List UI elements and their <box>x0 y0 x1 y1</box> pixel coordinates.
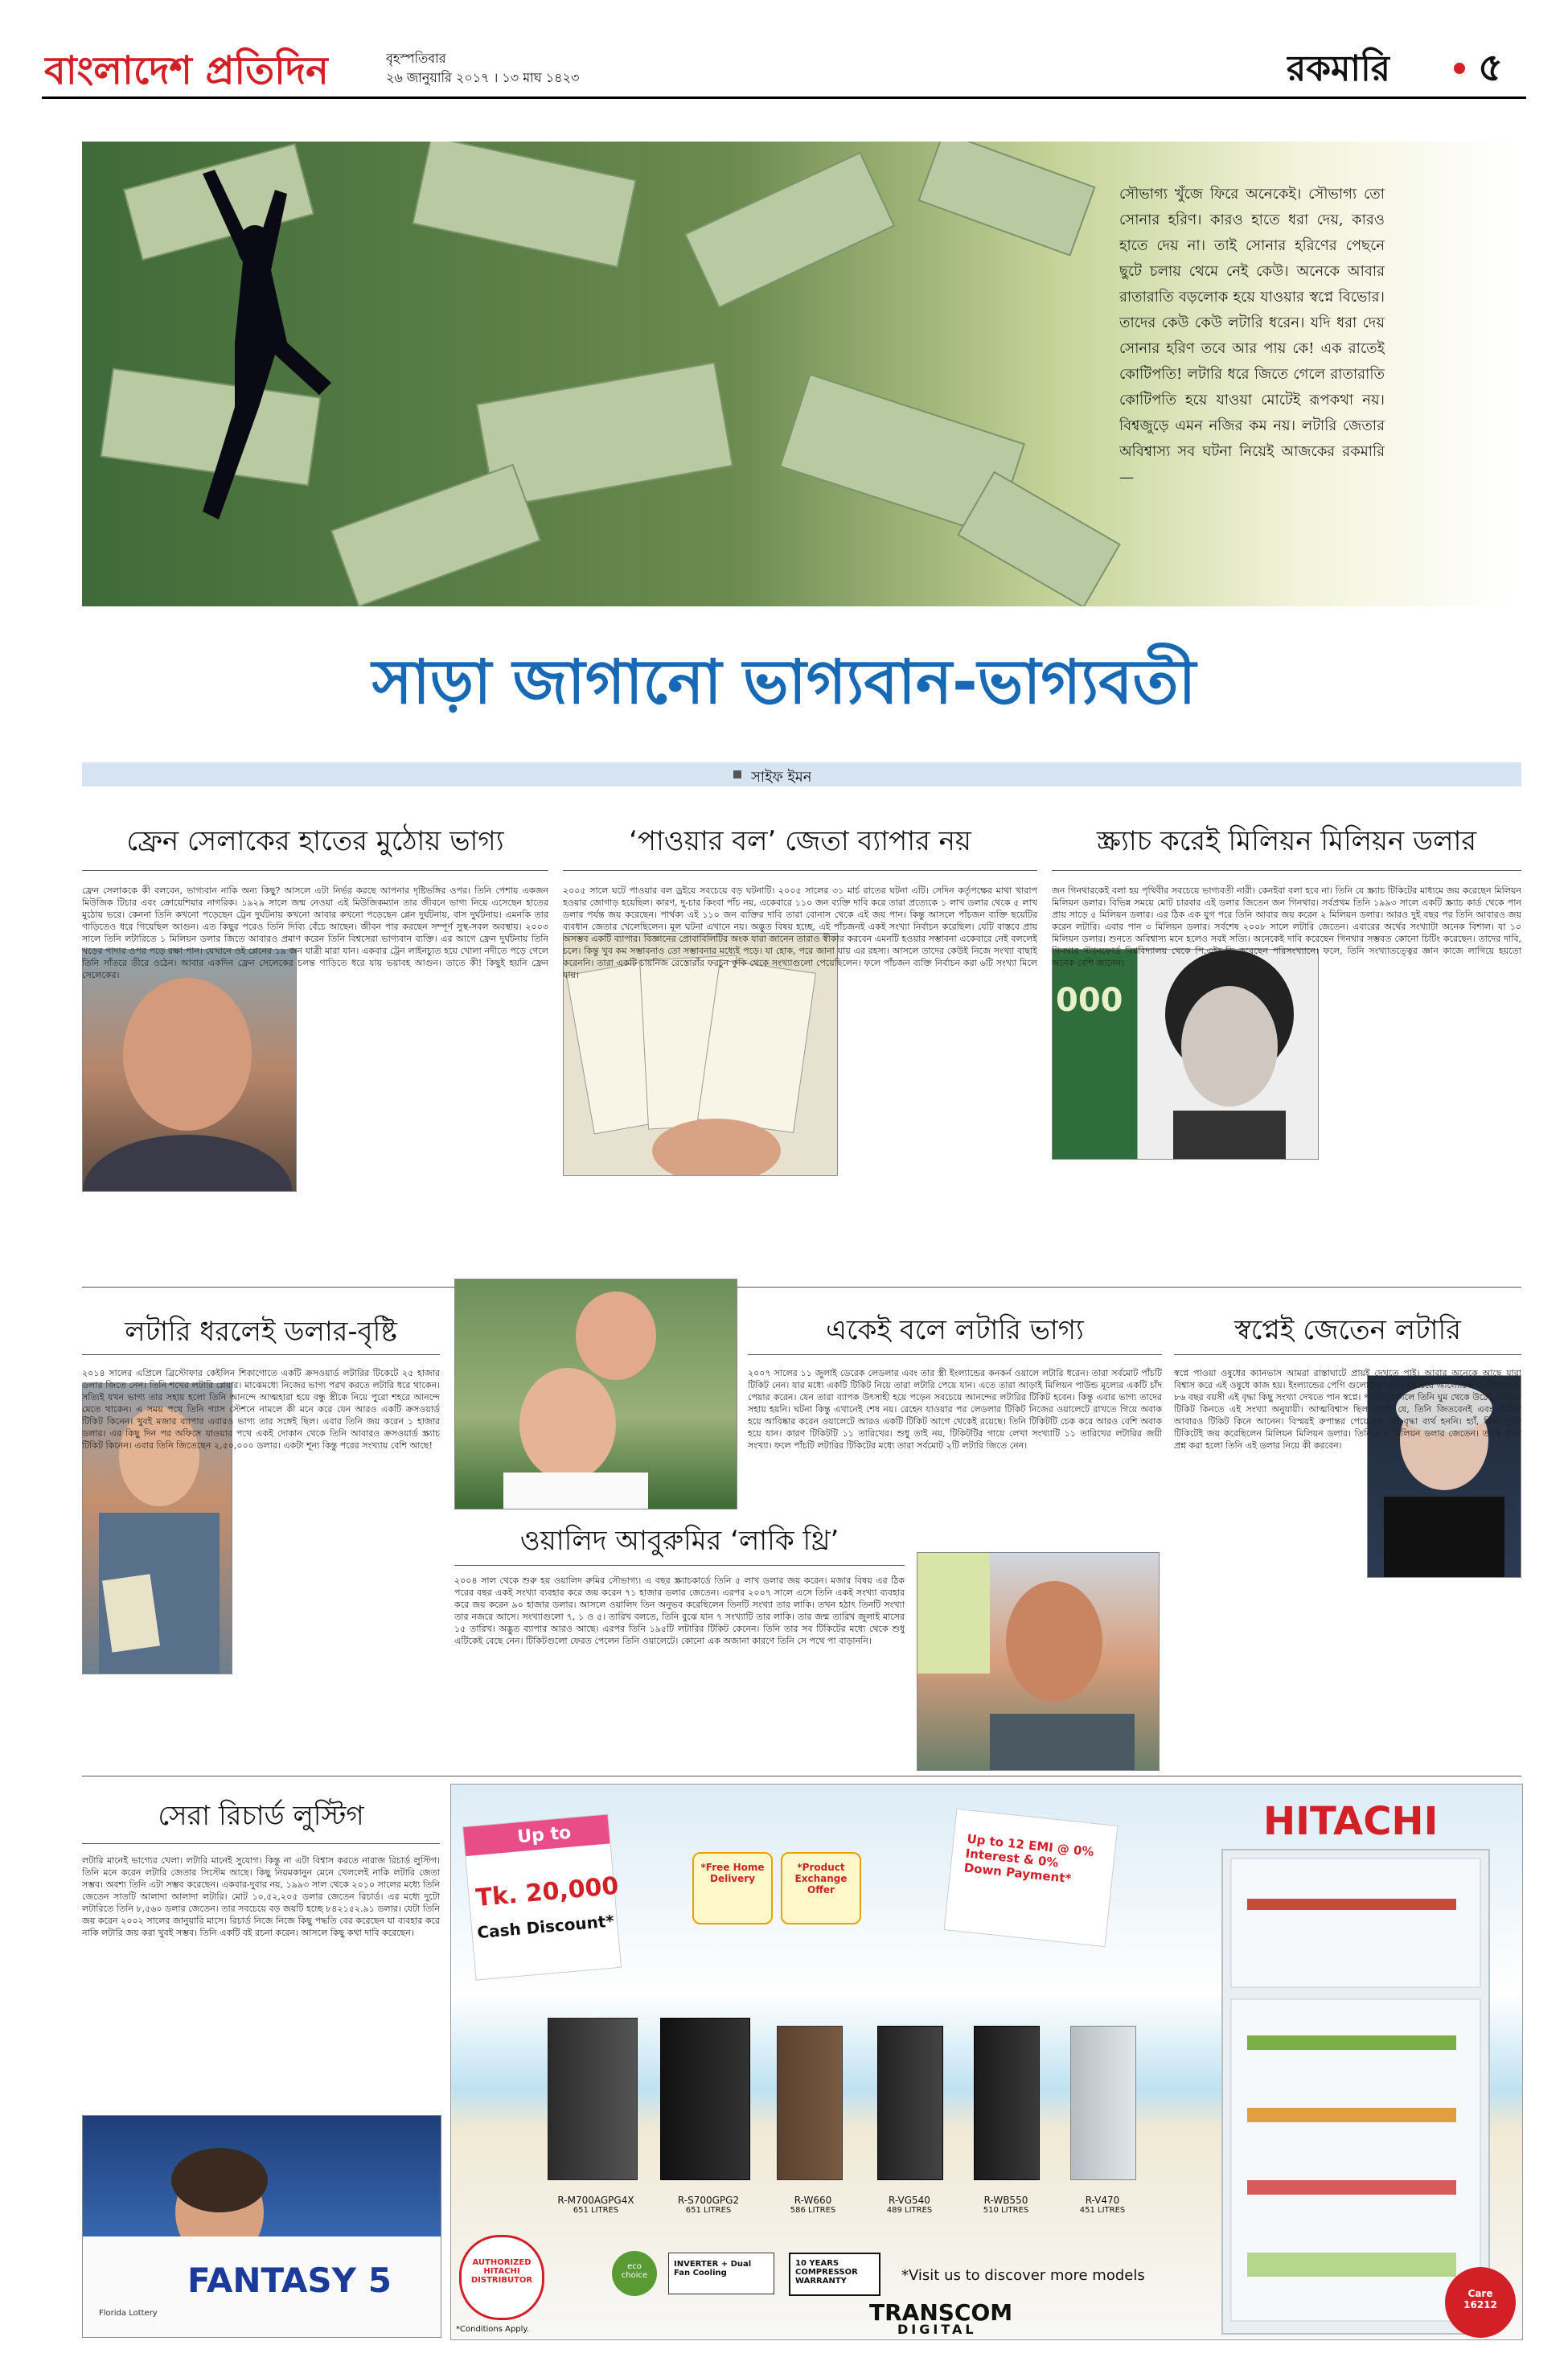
banknote <box>919 142 1095 255</box>
warranty-text: 10 YEARS COMPRESSOR WARRANTY <box>795 2259 858 2286</box>
model-capacity: 651 LITRES <box>685 2206 732 2215</box>
article-title: ‘পাওয়ার বল’ জেতা ব্যাপার নয় <box>629 825 971 857</box>
exchange-text: *Product Exchange Offer <box>794 1862 848 1896</box>
hero-illustration <box>82 142 1127 606</box>
model-name: R-VG540 <box>889 2195 930 2206</box>
authorized-distributor-badge <box>459 2235 544 2320</box>
discount-card <box>462 1813 622 1980</box>
fridge-model <box>974 2026 1040 2180</box>
title-rule <box>454 1565 905 1566</box>
byline-square <box>733 770 741 778</box>
model-name: R-WB550 <box>983 2195 1028 2206</box>
article-body: ২০০৭ সালের ১১ জুলাই ডেরেক লেডলার এবং তার স্ত্রী ইংল্যান্ডের কনকর্ন ওয়ালে লটারি ধরেন। তারা সর্বমোট পাঁচটি টিকিট নেন। যার মধ্যে একটি টিকিট নিয়ে তারা লটারি পেয়ে যান। এতে তারা আড়াই মিলিয়ন পাউন্ড মূল্যের একটি চাঁদ পেয়ার করেন। যেন তারা ব্যাপক উৎসাহী হয়ে পড়েন সবচেয়ে আনন্দের লটারির টিকিট হবেন। কিন্তু এবার ভাগ্য তাদের সহায় হয়নি। ঘটনা কিন্তু এখানেই শেষ নয়। রেহেন যাওয়ার পর লেডলার টিকিট নিজের ওয়ালেটে রাখতে গিয়ে অবাক হয়ে আবিষ্কার করেন ওয়ালেটে আরও একটি টিকিট আগে থেকেই রয়েছে। তিনি টিকিটটি চেক করে আরও বেশি অবাক হয়ে যান। কারণ টিকিটটি ১১ তারিখের। শুধু তাই নয়, টিকিটটির গায়ে লেখা সংখ্যাটি ১১ তারিখের লটারির জয়ী সংখ্যা। ফলে পাঁচটি লটারির টিকিটের মধ্যে তারা সর্বমোট ২টি লটারি জিতে নেন। <box>748 1368 1162 1451</box>
article-body: ফ্রেন সেলাককে কী বলবেন, ভাগ্যবান নাকি অন্য কিছু? আসলে এটা নির্ভর করছে আপনার দৃষ্টিভঙ্গির ওপর। তিনি পেশায় একজন মিউজিক টিচার এবং ক্রোয়েশিয়ার নাগরিক। ১৯২৯ সালে জন্ম নেওয়া এই মিউজিকম্যান তার জীবনে ভাগ্য নিয়ে এসেছেন হাতের মুঠোয় ভরে। কেননা তিনি কখনো পড়েছেন ট্রেন দুর্ঘটনায় কখনো আবার কখনো পড়েছেন প্লেন দুর্ঘটনায়, বাস দুর্ঘটনায়। এমনকি তার গাড়িতেও ধরে গিয়েছিল আগুন। এত কিছুর পরেও তিনি দিব্যি বেঁচে আছেন। জীবন পার করছেন সম্পূর্ণ সুস্থ-সবল অবস্থায়। ২০০৩ সালে তিনি লটারিতে ১ মিলিয়ন ডলার জিতে আবারও প্রমাণ করেন তিনি বিশ্বসেরা ভাগ্যবান ব্যক্তি। এর আগে ফ্রেন দুর্ঘটনায় তিনি খড়ের গাদার ওপর পড়ে রক্ষা পান। যেখানে ওই প্লেনের ১৯ জন যাত্রী মারা যান। একবার ট্রেন লাইনচ্যুত হয়ে খোলা নদীতে পড়ে গেলে তিনি সাঁতরে তীরে ওঠেন। আবার একদিন ফ্রেন সেলেকের চলন্ত গাড়িতে ধরে যায় ভয়াবহ আগুন। তাতে কী! কিছুই হয়নি ফ্রেন সেলেকের। <box>82 885 548 980</box>
article-title: একেই বলে লটারি ভাগ্য <box>826 1314 1084 1346</box>
model-capacity: 489 LITRES <box>886 2206 933 2215</box>
article-body: ২০০৫ সালে ঘটে পাওয়ার বল ড্রইয়ে সবচেয়ে বড় ঘটনাটি। ২০০৫ সালের ৩১ মার্চ রাতের ঘটনা এটি। সেদিন কর্তৃপক্ষের মাথা খারাপ হওয়ার জোগাড় হয়েছিল। কারণ, দু-চার কিংবা পাঁচ নয়, একেবারে ১১০ জন ব্যক্তি দাবি করে তারা প্রত্যেকে ১ লাখ ডলার থেকে ৫ লাখ ডলার পর্যন্ত জয় করেছেন। পার্থক্য এই ১১০ জন ব্যক্তির দাবি তারা বোনাস থেকে এই জয় পান। কিন্তু আসলে পাঁচজন ব্যক্তি ছয়েটির ব্যবধান জেতার খেলেছিলেন। মূল ঘটনা এখানে নয়। অদ্ভুত বিষয় হচ্ছে, এই পাঁচজনই একই সংখ্যা নির্বাচন করেছিল। যেটি বাস্তবে প্রায় অসম্ভব একটি ব্যাপার। বিজ্ঞানের প্রোবাবিলিটির অংক যারা জানেন তারাও স্বীকার করবেন এমনটি হওয়ার সম্ভাবনা একেবারে নেই বললেই চলে। কিন্তু খুব কম সম্ভাবনাও তো সম্ভাবনার মধ্যেই পড়ে। যা হোক, পরে জানা যায় এর রহস্য। আসলে তাদের কেউই নিজে সংখ্যা বাছাই করেননি। তারা একটি চায়নিজ রেস্তোরাঁর ফরচুন কুকি থেকে সংখ্যাগুলো পেয়েছিলেন। ফলে পাঁচজন ব্যক্তি নির্বাচন করা ৬টি সংখ্যা মিলে যায়। <box>563 885 1037 980</box>
article-scratch-card <box>1052 804 1521 1287</box>
emi-text: Up to 12 EMI @ 0% Interest & 0% Down Payment* <box>963 1831 1095 1887</box>
hitachi-logo: HITACHI <box>1263 1799 1439 1844</box>
article-power-ball <box>563 804 1037 1287</box>
byline: সাইফ ইমন <box>751 769 812 786</box>
model-name: R-V470 <box>1085 2195 1120 2206</box>
title-rule <box>82 1354 440 1355</box>
hitachi-ad <box>450 1784 1523 2340</box>
article-title: ফ্রেন সেলাকের হাতের মুঠোয় ভাগ্য <box>126 825 504 857</box>
article-title: স্বপ্নেই জেতেন লটারি <box>1234 1314 1461 1346</box>
intro-text: সৌভাগ্য খুঁজে ফিরে অনেকেই। সৌভাগ্য তো সোনার হরিণ। কারও হাতে ধরা দেয়, কারও হাতে দেয় না। তাই সোনার হরিণের পেছনে ছুটে চলায় থেমে নেই কেউ। অনেকে আবার রাতারাতি বড়লোক হয়ে যাওয়ার স্বপ্নে বিভোর। তাদের কেউ কেউ লটারি ধরেন। যদি ধরা দেয় সোনার হরিণ তবে আর পায় কে! এক রাতেই কোটিপতি! লটারি ধরে জিতে গেলে রাতারাতি কোটিপতি হয়ে যাওয়া মোটেই রূপকথা নয়। বিশ্বজুড়ে এমন নজির কম নয়। লটারি জেতার অবিশ্বাস্য সব ঘটনা নিয়েই আজকের রকমারি— <box>1119 186 1385 486</box>
fridge-model <box>777 2026 843 2180</box>
exchange-badge <box>781 1852 861 1924</box>
portrait-figure <box>83 2116 441 2337</box>
masthead-date: ২৬ জানুয়ারি ২০১৭ । ১৩ মাঘ ১৪২৩ <box>386 70 580 85</box>
fridge-model <box>1070 2026 1136 2180</box>
banknote <box>958 472 1120 606</box>
model-label <box>1054 2195 1151 2215</box>
transcom-digital: DIGITAL <box>897 2322 977 2337</box>
banknote <box>331 465 540 606</box>
model-label <box>540 2195 652 2215</box>
paper-logo: বাংলাদেশ প্রতিদিন <box>44 48 329 93</box>
transcom-logo: TRANSCOM <box>869 2299 1013 2326</box>
banknote <box>101 368 321 485</box>
title-rule <box>748 1354 1162 1355</box>
model-capacity: 586 LITRES <box>790 2206 836 2215</box>
masthead-day: বৃহস্পতিবার <box>386 51 446 66</box>
model-label <box>652 2195 765 2215</box>
article-title: লটারি ধরলেই ডলার-বৃষ্টি <box>125 1316 397 1348</box>
article-body: ২০০৪ সাল থেকে শুরু হয় ওয়ালিদ রুমির সৌভাগ্য। এ বছর স্ক্র্যাচকার্ডে তিনি ৫ লাখ ডলার জয় করেন। মজার বিষয় এর ঠিক পরের বছর একই সংখ্যা ব্যবহার করে জয় করেন ৭১ হাজার ডলার জেতেন। এরপর ২০০৭ সালে এসে তিনি একই সংখ্যা ব্যবহার করে জয় করেন ৯০ হাজার ডলার। আসলে ওয়ালিদ তিন অনুভব করেছিলেন তিনটি সংখ্যা তার লাকি। তখন হঠাৎ তিনটি সংখ্যা তার নজরে আসে। সংখ্যাগুলো ৭, ১ ও ৫। তারিখ বলতে, তিনি বুঝে যান ৭ সংখ্যাটি তার লাকি। তার জন্ম তারিখ জুলাই মাসের ১৫ তারিখ। অদ্ভুত ব্যাপার আরও আছে। এরপর তিনি ১৯৫টি লটারির টিকিট কেনেন। তিনি তার সব টিকিটের মধ্যে থেকে শুধু এটিকেই বেছে নেন। টিকিটগুলো ফেরত পেলেন তিনি ওয়ালেটে। কোনো এক অজানা কারণে তিনি সে পথে পা বাড়াননি। <box>454 1575 905 1646</box>
title-rule <box>1174 1354 1521 1355</box>
eco-text: eco choice <box>621 2262 648 2280</box>
model-capacity: 510 LITRES <box>983 2206 1029 2215</box>
article-lucky-three <box>454 1520 905 1777</box>
discount-amount: Tk. 20,000 <box>474 1871 620 1913</box>
banknote <box>413 142 635 267</box>
masthead <box>0 0 1568 129</box>
richard-lustig-photo <box>82 2115 441 2338</box>
page-number: ৫ <box>1478 45 1504 90</box>
money-digits: 000 <box>1056 982 1123 1019</box>
portrait-figure <box>917 1553 1159 1770</box>
model-label <box>765 2195 861 2215</box>
fridge-model <box>548 2018 638 2180</box>
emi-card <box>944 1809 1119 1947</box>
article-fren-selak <box>82 804 548 1287</box>
model-capacity: 451 LITRES <box>1079 2206 1126 2215</box>
inverter-text: INVERTER + Dual Fan Cooling <box>674 2260 752 2277</box>
article-title: ওয়ালিদ আবুরুমির ‘লাকি থ্রি’ <box>519 1525 839 1557</box>
walid-aburumi-photo <box>917 1552 1160 1771</box>
main-headline: সাড়া জাগানো ভাগ্যবান-ভাগ্যবতী <box>371 646 1197 717</box>
free-delivery-text: *Free Home Delivery <box>700 1862 765 1884</box>
fantasy5-logo: FANTASY 5 <box>187 2261 392 2300</box>
model-label <box>958 2195 1054 2215</box>
title-rule <box>1052 870 1521 871</box>
title-rule <box>82 870 548 871</box>
conditions-apply: *Conditions Apply. <box>456 2325 530 2334</box>
model-name: R-W660 <box>794 2195 832 2206</box>
section-name: রকমারি <box>1287 48 1390 89</box>
article-title: স্ক্র্যাচ করেই মিলিয়ন মিলিয়ন ডলার <box>1096 825 1477 857</box>
article-lottery-luck <box>748 1287 1162 1560</box>
fridge-model <box>877 2026 943 2180</box>
title-rule <box>82 1843 440 1844</box>
model-labels <box>540 2195 1199 2235</box>
title-rule <box>563 870 1037 871</box>
model-name: R-M700AGPG4X <box>557 2195 634 2206</box>
visit-more-text: *Visit us to discover more models <box>901 2267 1145 2284</box>
article-richard-lustig <box>82 1777 440 2340</box>
masthead-rule <box>42 97 1526 99</box>
article-body: জন গিনথারকেই বলা হয় পৃথিবীর সবচেয়ে ভাগ্যবতী নারী। কেনইবা বলা হবে না। তিনি যে স্ক্র্যাচ টিকিটের মাধ্যমে জয় করেছেন মিলিয়ন মিলিয়ন ডলার। বিভিন্ন সময়ে মোট চারবার এই ডলার জিতেন জন গিনথার। সর্বপ্রথম তিনি ১৯৯৩ সালে একটি স্ক্র্যাচ কার্ড থেকে পান প্রায় সাড়ে ৫ মিলিয়ন ডলার। এর ঠিক এক যুগ পরে তিনি আবার জয় করেন ২ মিলিয়ন ডলার। আরও দুই বছর পর তিনি আবারও জয় করেন লটারি। এবার পান ৩ মিলিয়ন ডলার। সর্বশেষ ২০০৮ সালে লটারি জেতেন। এবারের অর্থের সংখ্যাটা অনেক বিশাল। যা ১০ মিলিয়ন ডলার। শুনতে অবিশ্বাস্য মনে হলেও সবই সত্যি। অনেকেই দাবি করেছেন গিনথার সম্ভবত কোনো চিটিং করেছেন। তাদের দাবি, গিনথার স্ট্যানফোর্ড বিশ্ববিদ্যালয় থেকে পি.এইচ.ডি করেছেন পরিসংখ্যানে। ফলে, তিনি সংখ্যাতত্ত্বের জ্ঞান কাজে লাগিয়ে হয়তো অনেক বেশি জানেন। <box>1052 885 1521 968</box>
up-to-label: Up to <box>516 1822 573 1848</box>
discount-text: Cash Discount* <box>476 1911 615 1943</box>
fridge-model <box>660 2018 750 2180</box>
couple-illustration <box>455 1279 737 1509</box>
free-delivery-badge <box>692 1852 773 1924</box>
care-badge <box>1445 2267 1516 2338</box>
model-name: R-S700GPG2 <box>677 2195 740 2206</box>
article-dollar-rain <box>82 1287 440 1769</box>
inverter-badge <box>668 2253 774 2294</box>
section-dot <box>1454 63 1465 74</box>
article-body: লটারি মানেই ভাগ্যের খেলা। লটারি মানেই সুযোগ। কিন্তু না এটা বিশ্বাস করতে নারাজ রিচার্ড লুস্টিগ। তিনি মনে করেন লটারি জেতার সিস্টেম আছে। কিছু নিয়মকানুন মেনে খেললেই নাকি লটারি জেতা সম্ভব। অবশ্য তিনি এটা সম্ভব করেছেন। একবার-দুবার নয়, ১৯৯৩ সাল থেকে ২০১০ সালের মধ্যে তিনি জেতেন সাতটি আলাদা আলাদা লটারি। মোট ১০,৫২,২০৫ ডলার জেতেন রিচার্ড। এর মধ্যে দুটো লটারিতে তিনি ৮,৫৬০ ডলার জেতেন। তার সবচেয়ে বড় জয়টি হচ্ছে ৮৪২১৫২.৯১ ডলার। যেটা তিনি জয় করেন ২০০২ সালের জানুয়ারি মাসে। রিচার্ড নিজে নিজে কিছু পদ্ধতি বের করেছেন যা ব্যবহার করে নাকি লটারি জয় করা খুবই সম্ভব। তিনি একটি বই রচনা করেন। আসলে কিছু কথা দাবি করেছেন। <box>82 1855 440 1938</box>
authorized-text: AUTHORIZED HITACHI DISTRIBUTOR <box>470 2258 533 2285</box>
ledlar-couple-photo <box>454 1279 737 1509</box>
eco-choice-badge <box>612 2251 657 2296</box>
fridge-illustration <box>1223 1850 1488 2333</box>
article-body: স্বপ্নে পাওয়া ওষুধের ক্যানভাস আমরা রাস্তাঘাটে প্রায়ই দেখতে পাই। আবার অনেকে আছে যারা বিশ্বাস করে এই ওষুধে কাজ হয়। ইংল্যান্ডের পেগি গুলোচের ঘটনা সবচেয়ে আলোচিত ও বিশ্বাসকর। ৮৬ বছর বয়সী এই বৃদ্ধা কিছু সংখ্যা দেখতে পান স্বপ্নে। পরদিন সকালে তিনি ঘুম থেকে উঠেই লটারির টিকিট কিনতে এই সংখ্যা অনুযায়ী। আত্মবিশ্বাস ছিল যথেষ্ট যে, তিনি জিতবেনই এবং পরদিন আবারও টিকিট কিনে আনেন। বিস্ময়ই রুপান্তর পেয়েছেন এই বৃদ্ধা ব্যর্থ হননি। হ্যাঁ, তিনি দুটো টিকিটেই জয় করেছিলেন মিলিয়ন মিলিয়ন ডলার। তিনি ৭.৫ মিলিয়ন ডলার জেতেন। তাকে যখন প্রশ্ন করা হলো তিনি এই ডলার নিয়ে কী করবেন। <box>1174 1368 1521 1451</box>
florida-lottery-logo: Florida Lottery <box>99 2309 158 2318</box>
article-title: সেরা রিচার্ড লুস্টিগ <box>158 1800 364 1832</box>
warranty-badge <box>789 2253 880 2296</box>
banknote <box>685 153 894 307</box>
article-body: ২০১৪ সালের এপ্রিলে ব্রিস্টোফার কেইলিন শিকাগোতে একটি ক্রসওয়ার্ড লটারির টিকেটে ২৫ হাজার ডলার জিতে নেন। তিনি শখের লটারি প্লেয়ার। মাঝেমধ্যে নিজের ভাগ্য পরখ করতে লটারি ধরে থাকেন। সত্যিই যখন ভাগ্য তার সহায় হলো তিনি আনন্দে আত্মহারা হয়ে বন্ধু স্ত্রীকে নিয়ে পুরো শহরে আনন্দে মেতে থাকেন। এ সময় পথে তিনি গ্যাস স্টেশনে নামলে কী মনে করে যেন আরও একটি ক্রসওয়ার্ড টিকিট কিনেন। খুবই মজার ব্যাপার এবারও ভাগ্য তার সঙ্গেই ছিল। এবার তিনি জয় করেন ১ হাজার ডলার। এর কিছু দিন পর অফিসে যাওয়ার পথে একই দোকান থেকে তিনি আবারও ক্রসওয়ার্ড স্ক্র্যাচ টিকিট কিনেন। এবার তিনি জিতেছেন ২,৫০,০০০ ডলার। একটা শূন্য কিন্তু পরের সংখ্যায় বেশি আছে! <box>82 1368 440 1451</box>
open-fridge-image <box>1221 1849 1490 2335</box>
model-capacity: 651 LITRES <box>573 2206 619 2215</box>
hero-banner <box>82 142 1521 606</box>
article-dream-lottery <box>1174 1287 1521 1777</box>
fridge-lineup <box>548 2018 1207 2187</box>
care-number: Care 16212 <box>1463 2288 1497 2310</box>
model-label <box>861 2195 958 2215</box>
